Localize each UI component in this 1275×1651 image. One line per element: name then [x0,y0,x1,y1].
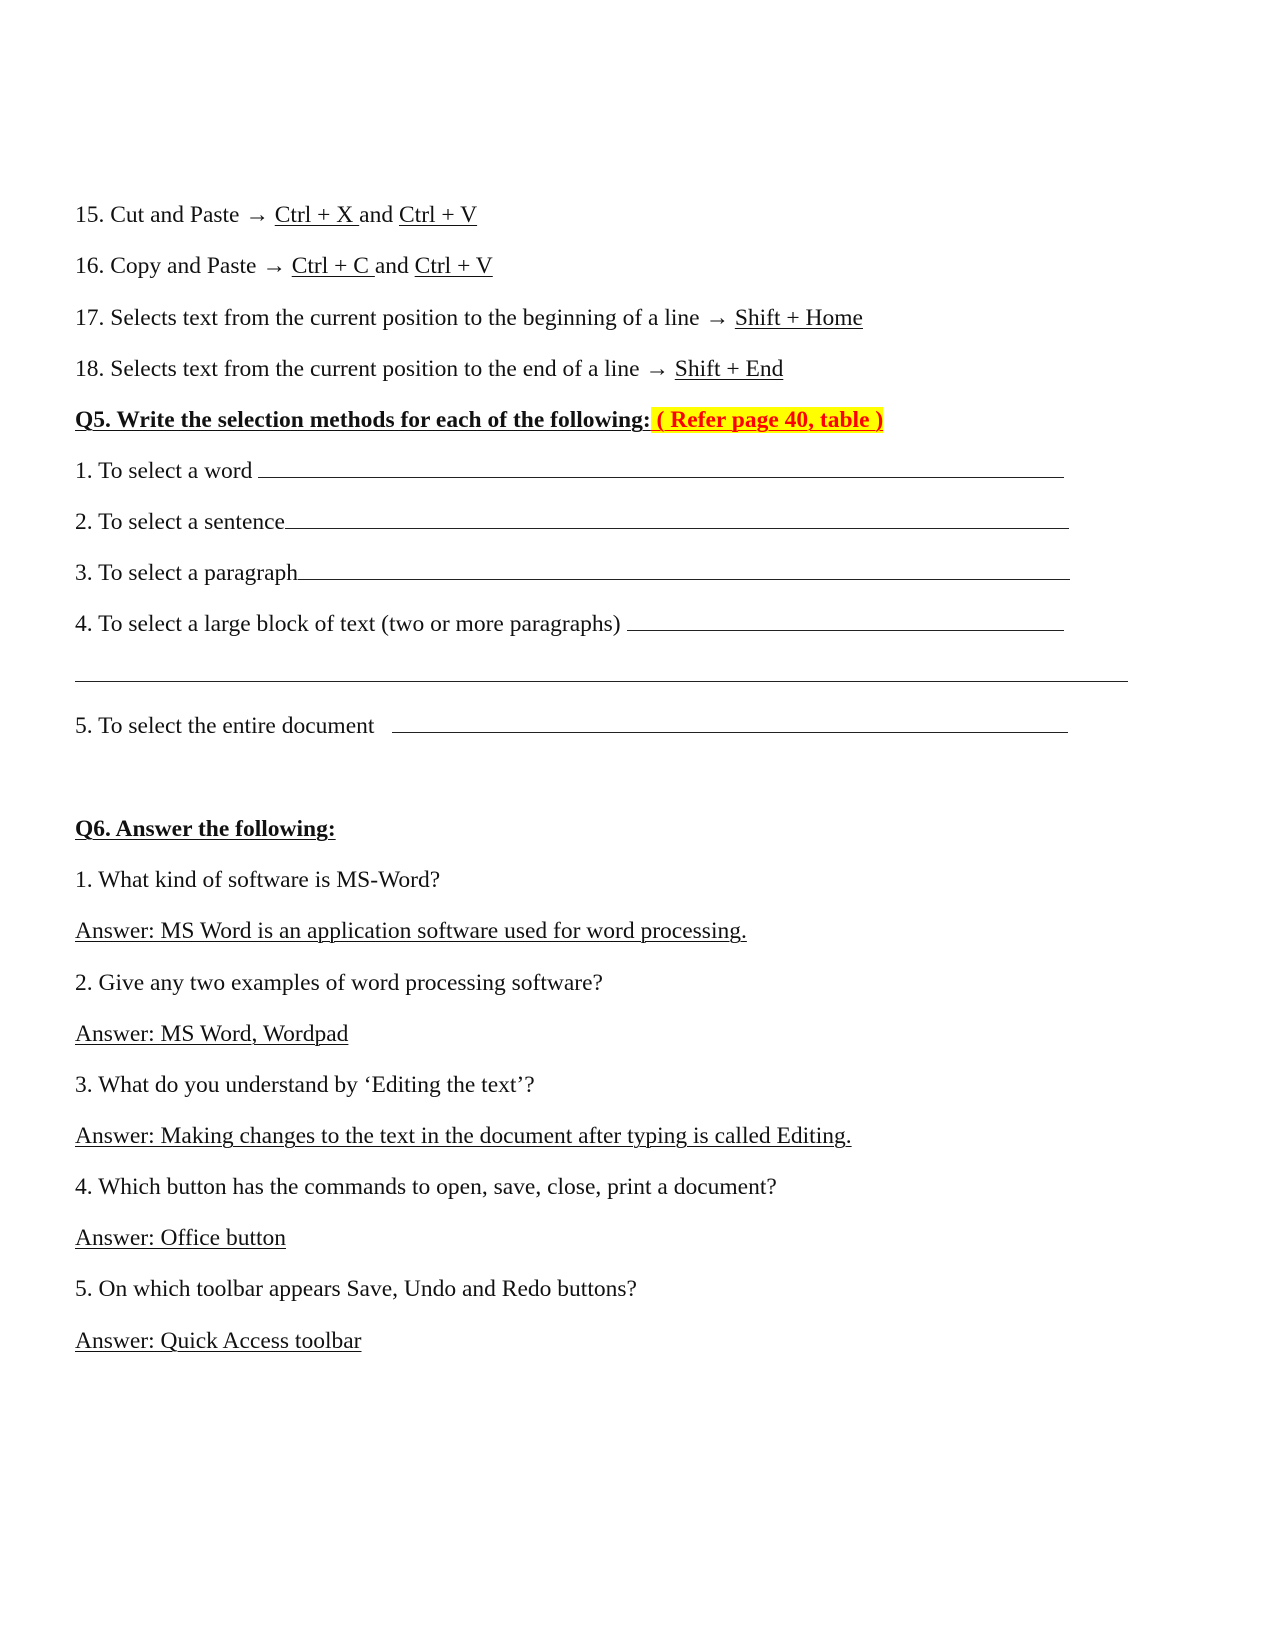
answer-text: Answer: Making changes to the text in the document after typing is called Editing. [75,1123,852,1149]
answer-blank [285,508,1069,529]
answer-blank-continuation [75,681,1128,682]
answer-blank [392,712,1068,733]
q5-heading-text: Q5. Write the selection methods for each of the following: [75,407,651,433]
answer-text: Answer: Office button [75,1225,287,1251]
answer-text: Answer: MS Word is an application software used for word processing. [75,918,747,944]
answer-blank [298,559,1070,580]
q6-answer-2 [75,1019,348,1049]
q5-highlight-note: ( Refer page 40, table ) [650,407,884,433]
q5-item-5 [75,711,1068,741]
item-text: Selects text from the current position to the beginning of a line → [110,305,729,331]
shortcut-key: Ctrl + X [274,202,360,228]
q6-answer-3 [75,1121,852,1151]
answer-blank [258,457,1064,478]
question-text: 2. Give any two examples of word processing software? [75,970,603,996]
shortcut-item-15 [75,200,477,230]
shortcut-item-16 [75,251,493,281]
shortcut-key: Shift + End [674,356,784,382]
shortcut-item-17 [75,303,863,333]
q5-item-2 [75,507,1069,537]
question-text: 1. What kind of software is MS-Word? [75,867,441,893]
answer-text: Answer: MS Word, Wordpad [75,1021,349,1047]
q6-question-4 [75,1172,777,1202]
question-text: 4. Which button has the commands to open, save, close, print a document? [75,1174,777,1200]
item-number: 15. [75,202,105,228]
q5-item-4 [75,609,1064,639]
shortcut-key: Ctrl + C [291,253,375,279]
q5-item-label: 4. To select a large block of text (two or more paragraphs) [75,611,621,637]
shortcut-item-18 [75,354,783,384]
q5-item-label: 1. To select a word [75,458,253,484]
q6-heading [75,814,336,844]
item-text: Cut and Paste → [110,202,269,228]
shortcut-key: Ctrl + V [398,202,478,228]
q5-item-label: 5. To select the entire document [75,713,375,739]
question-text: 5. On which toolbar appears Save, Undo and Redo buttons? [75,1276,637,1302]
item-number: 18. [75,356,105,382]
item-number: 17. [75,305,105,331]
q6-answer-5 [75,1326,362,1356]
q6-question-5 [75,1274,637,1304]
q6-question-1 [75,865,440,895]
joiner: and [359,202,399,228]
shortcut-key: Shift + Home [734,305,863,331]
q5-item-label: 2. To select a sentence [75,509,285,535]
q5-heading [75,405,883,435]
q6-heading-text: Q6. Answer the following: [75,816,336,842]
q6-answer-4 [75,1223,286,1253]
q6-question-3 [75,1070,535,1100]
q5-item-label: 3. To select a paragraph [75,560,299,586]
answer-blank [627,610,1064,631]
item-text: Copy and Paste → [110,253,286,279]
question-text: 3. What do you understand by ‘Editing the text’? [75,1072,535,1098]
q5-item-3 [75,558,1070,588]
joiner: and [374,253,415,279]
item-text: Selects text from the current position to the end of a line → [110,356,669,382]
shortcut-key: Ctrl + V [414,253,493,279]
item-number: 16. [75,253,105,279]
q6-answer-1 [75,916,747,946]
q5-item-1 [75,456,1064,486]
answer-text: Answer: Quick Access toolbar [75,1328,362,1354]
q6-question-2 [75,968,603,998]
